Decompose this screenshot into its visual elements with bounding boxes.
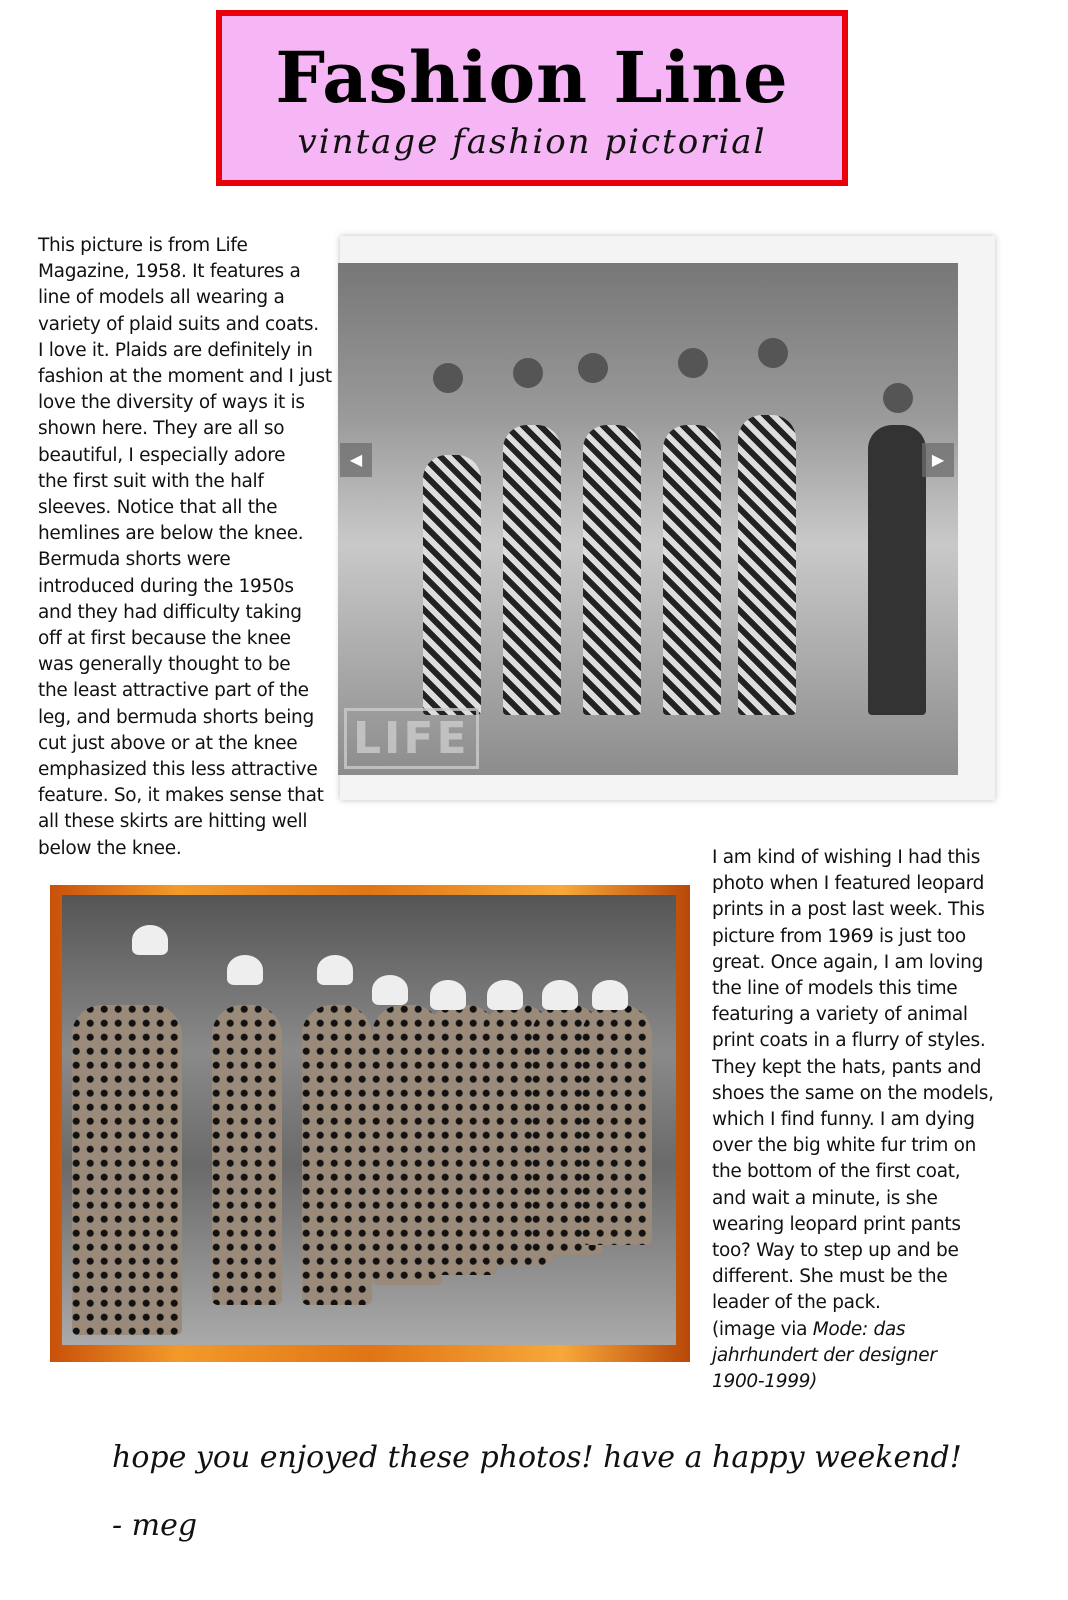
text-line: below the knee. [38,837,182,859]
text-line: fashion at the moment and I just [38,366,332,388]
text-line: prints in a post last week. This [712,899,985,921]
text-line: print coats in a flurry of styles. [712,1030,986,1052]
text-line: shoes the same on the models, [712,1082,994,1104]
text-line: line of models all wearing a [38,287,285,309]
signature: - meg [112,1508,198,1543]
text-line: picture from 1969 is just too [712,925,966,947]
text-line: variety of plaid suits and coats. [38,313,319,335]
page-title: Fashion Line [275,36,789,119]
text-line: the line of models this time [712,978,958,1000]
signoff-message: hope you enjoyed these photos! have a happy weekend! [112,1440,962,1475]
text-line: and they had difficulty taking [38,601,302,623]
text-line: off at first because the knee [38,628,291,650]
photo-frame-flame [50,885,690,1362]
post-text-leopard [712,845,994,1317]
header-banner [216,10,848,186]
chevron-right-icon[interactable]: ▶ [922,443,954,477]
text-line: was generally thought to be [38,654,291,676]
text-line: leader of the pack. [712,1292,881,1314]
text-line: which I find funny. I am dying [712,1109,975,1131]
text-line: leg, and bermuda shorts being [38,706,314,728]
text-line: emphasized this less attractive [38,759,318,781]
text-line: This picture is from Life [38,235,248,256]
text-line: feature. So, it makes sense that [38,785,324,807]
text-line: Bermuda shorts were [38,549,231,571]
life-magazine-photo [338,263,958,775]
text-line: hemlines are below the knee. [38,523,304,545]
text-line: They kept the hats, pants and [712,1056,982,1078]
text-line: great. Once again, I am loving [712,951,984,973]
text-line: photo when I featured leopard [712,873,985,895]
text-line: the least attractive part of the [38,680,309,702]
text-line: Magazine, 1958. It features a [38,261,301,283]
text-line: too? Way to step up and be [712,1240,959,1262]
life-watermark: LIFE [344,708,479,769]
chevron-left-icon[interactable]: ◀ [340,443,372,477]
text-line: cut just above or at the knee [38,732,298,754]
text-line: and wait a minute, is she [712,1187,938,1209]
text-line: shown here. They are all so [38,418,285,440]
text-line: introduced during the 1950s [38,575,294,597]
text-line: different. She must be the [712,1266,948,1288]
text-line: wearing leopard print pants [712,1213,961,1235]
text-line: over the big white fur trim on [712,1135,977,1157]
page-subtitle: vintage fashion pictorial [297,122,767,162]
text-line: the first suit with the half [38,470,264,492]
text-line: all these skirts are hitting well [38,811,308,833]
text-line: love the diversity of ways it is [38,392,305,414]
post-text-plaid [38,233,332,862]
text-line: I am kind of wishing I had this [712,847,981,868]
text-line: featuring a variety of animal [712,1004,968,1026]
text-line: I love it. Plaids are definitely in [38,339,313,361]
text-line: sleeves. Notice that all the [38,497,278,519]
image-credit: (image via Mode: das jahrhundert der designer 1900-1999) [712,1319,937,1393]
text-line: beautiful, I especially adore [38,444,286,466]
leopard-coats-photo [62,895,676,1345]
text-line: the bottom of the first coat, [712,1161,961,1183]
